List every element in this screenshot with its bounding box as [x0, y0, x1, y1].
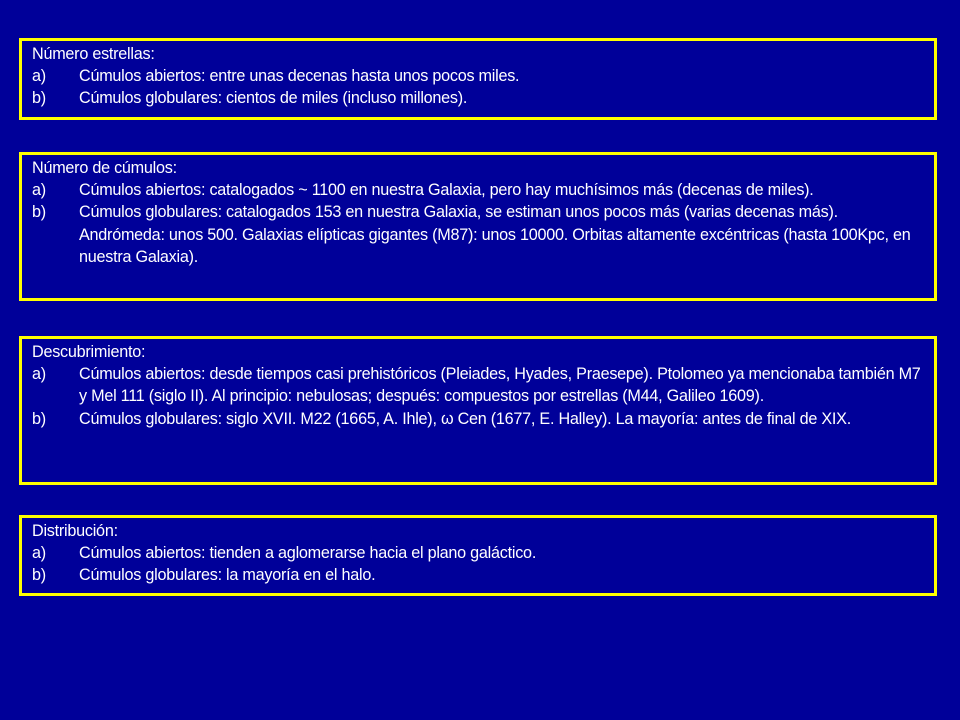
list-item [32, 87, 924, 109]
list-item-text: Cúmulos abiertos: catalogados ~ 1100 en nuestra Galaxia, pero hay muchísimos más (decenas de miles). [79, 181, 814, 200]
list-marker: a) [32, 67, 46, 86]
list-item [32, 65, 924, 87]
section-heading: Descubrimiento: [32, 343, 146, 361]
section-numero-estrellas [19, 38, 937, 120]
section-heading: Distribución: [32, 522, 118, 540]
list-item [32, 179, 924, 201]
list-item-text: Cúmulos globulares: catalogados 153 en nuestra Galaxia, se estiman unos pocos más (varias decenas más). Andrómeda: unos 500. Galaxias elípticas gigantes (M87): unos 10000. Orbitas altamente excéntricas (hasta 100Kpc, en nuestra Galaxia). [79, 203, 911, 266]
list-marker: a) [32, 365, 46, 384]
list-item [32, 363, 924, 407]
list-item [32, 408, 924, 430]
section-heading: Número estrellas: [32, 45, 155, 63]
section-descubrimiento [19, 336, 937, 485]
list-item-text: Cúmulos abiertos: desde tiempos casi prehistóricos (Pleiades, Hyades, Praesepe). Ptolomeo ya mencionaba también M7 y Mel 111 (siglo II). Al principio: nebulosas; después: compuestos por estrellas (M44, Galileo 1609). [79, 365, 921, 406]
section-distribucion [19, 515, 937, 596]
list-marker: b) [32, 203, 46, 222]
list-marker: a) [32, 544, 46, 563]
list-marker: a) [32, 181, 46, 200]
section-numero-cumulos [19, 152, 937, 301]
list-item [32, 542, 924, 564]
list-marker: b) [32, 409, 46, 428]
list-item-text: Cúmulos abiertos: tienden a aglomerarse hacia el plano galáctico. [79, 544, 537, 563]
list-item-text: Cúmulos abiertos: entre unas decenas hasta unos pocos miles. [79, 67, 520, 86]
list-item [32, 201, 924, 268]
section-heading: Número de cúmulos: [32, 159, 177, 177]
list-item [32, 564, 924, 586]
list-item-text: Cúmulos globulares: cientos de miles (incluso millones). [79, 89, 468, 108]
list-item-text: Cúmulos globulares: la mayoría en el halo. [79, 566, 376, 585]
list-item-text: Cúmulos globulares: siglo XVII. M22 (1665, A. Ihle), ω Cen (1677, E. Halley). La mayoría: antes de final de XIX. [79, 409, 851, 428]
list-marker: b) [32, 566, 46, 585]
list-marker: b) [32, 89, 46, 108]
